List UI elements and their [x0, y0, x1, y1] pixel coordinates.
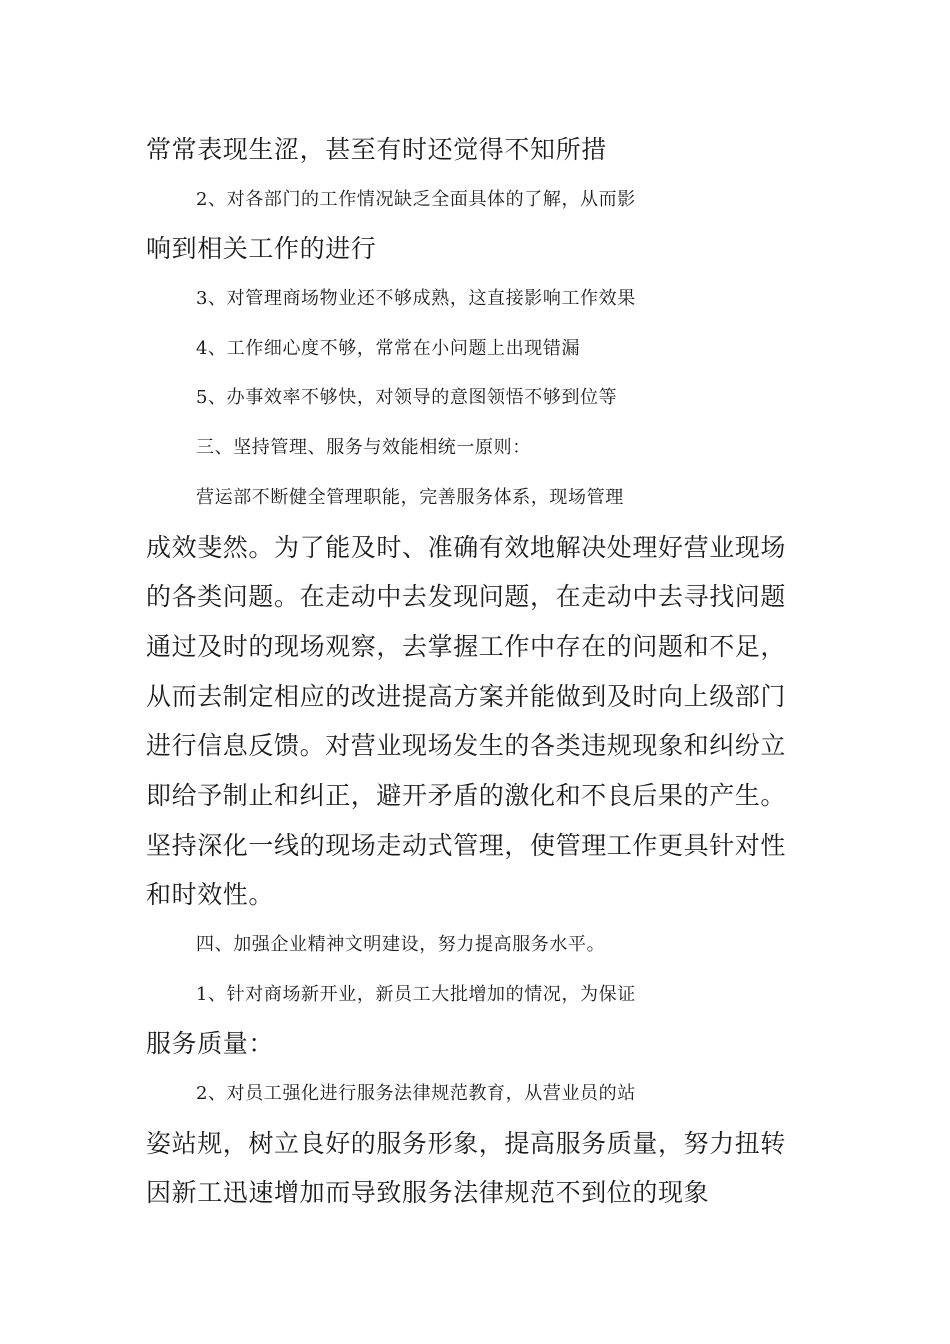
- text-line: 从而去制定相应的改进提高方案并能做到及时向上级部门: [146, 682, 787, 711]
- text-line: 进行信息反馈。对营业现场发生的各类违规现象和纠纷立: [146, 731, 787, 760]
- text-line: 3、对管理商场物业还不够成熟，这直接影响工作效果: [196, 288, 636, 309]
- section-heading: 四、加强企业精神文明建设，努力提高服务水平。: [196, 934, 606, 955]
- text-line: 姿站规，树立良好的服务形象，提高服务质量，努力扭转: [146, 1129, 787, 1158]
- text-line: 2、对员工强化进行服务法律规范教育，从营业员的站: [196, 1083, 636, 1104]
- text-line: 常常表现生涩，甚至有时还觉得不知所措: [146, 135, 607, 164]
- text-line: 4、工作细心度不够，常常在小问题上出现错漏: [196, 338, 581, 359]
- text-line: 1、针对商场新开业，新员工大批增加的情况，为保证: [196, 984, 636, 1005]
- text-line: 2、对各部门的工作情况缺乏全面具体的了解，从而影: [196, 189, 636, 210]
- text-line: 成效斐然。为了能及时、准确有效地解决处理好营业现场: [146, 533, 787, 562]
- text-line: 的各类问题。在走动中去发现问题，在走动中去寻找问题: [146, 582, 787, 611]
- text-line: 即给予制止和纠正，避开矛盾的激化和不良后果的产生。: [146, 781, 787, 810]
- text-line: 服务质量：: [146, 1029, 275, 1058]
- text-line: 响到相关工作的进行: [146, 234, 377, 263]
- text-line: 通过及时的现场观察，去掌握工作中存在的问题和不足，: [146, 632, 787, 661]
- text-line: 营运部不断健全管理职能，完善服务体系，现场管理: [196, 487, 624, 508]
- text-line: 因新工迅速增加而导致服务法律规范不到位的现象: [146, 1178, 710, 1207]
- text-line: 5、办事效率不够快，对领导的意图领悟不够到位等: [196, 387, 618, 408]
- text-line: 坚持深化一线的现场走动式管理，使管理工作更具针对性: [146, 831, 787, 860]
- section-heading: 三、坚持管理、服务与效能相统一原则：: [196, 437, 531, 458]
- text-line: 和时效性。: [146, 880, 275, 909]
